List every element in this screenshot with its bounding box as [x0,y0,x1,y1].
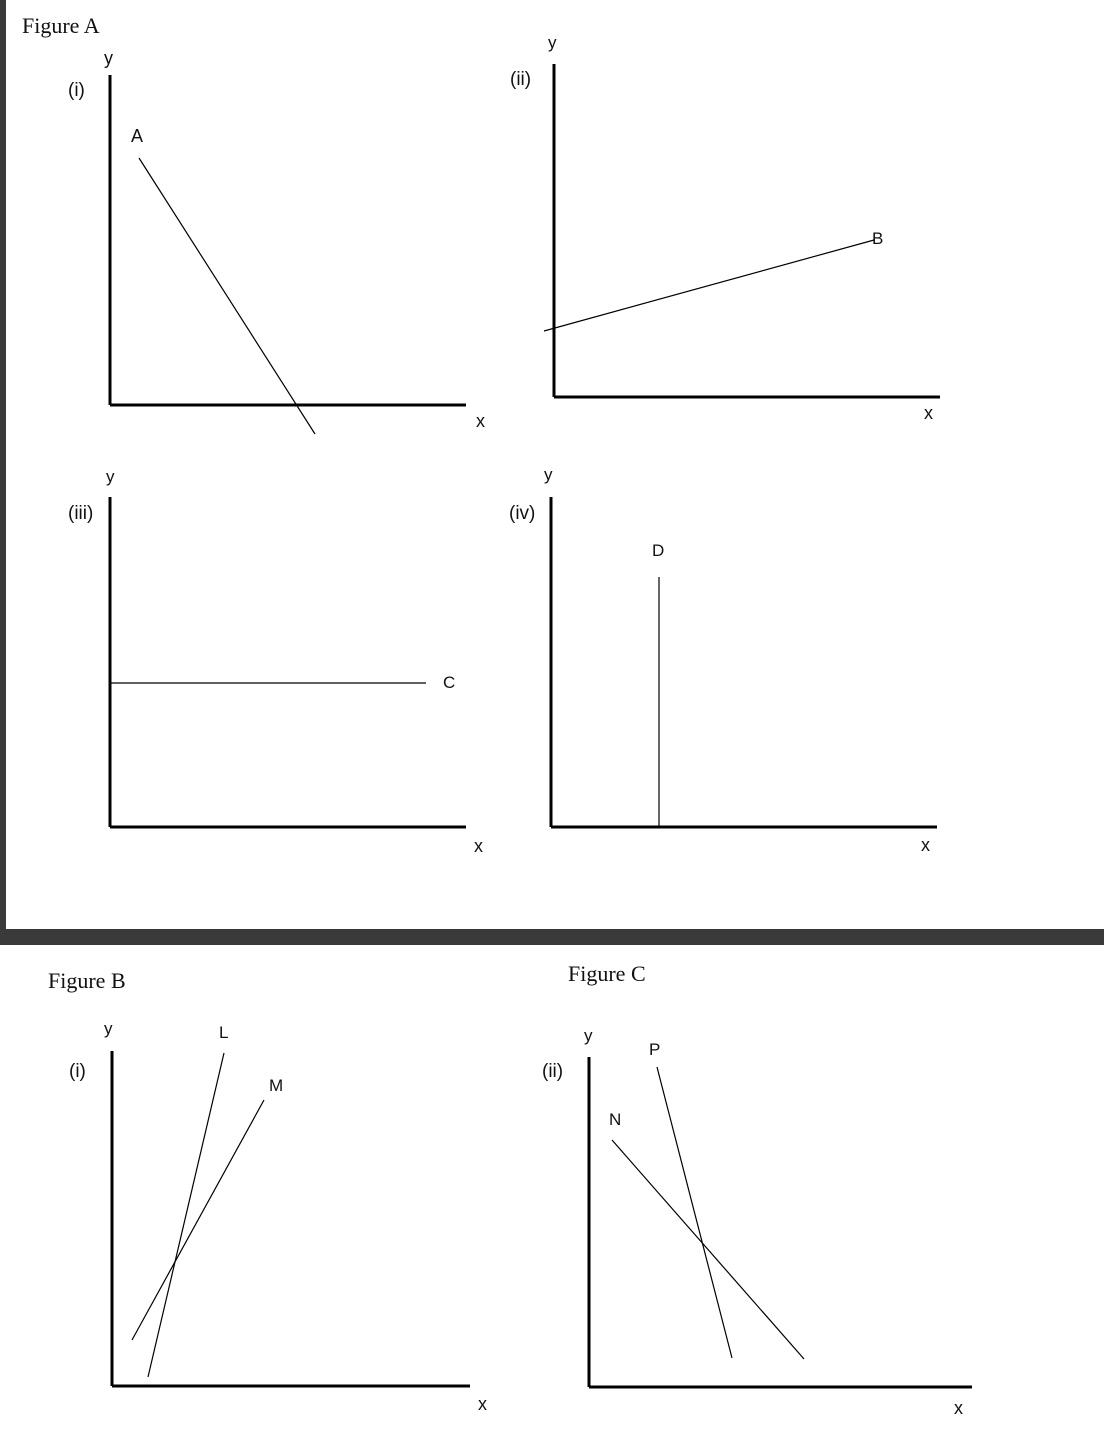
panel-iii-y-label: y [106,467,115,486]
panel-ii-roman: (ii) [510,69,532,90]
curve-n [612,1140,804,1359]
figure-c-y-label: y [584,1026,593,1045]
panel-i-x-label: x [476,411,485,431]
curve-b [544,240,874,331]
figure-a-panel-iii [68,467,483,856]
figure-b-chart [69,1019,487,1414]
figure-c-x-label: x [954,1398,963,1418]
figure-b-x-label: x [478,1394,487,1414]
panel-iv-roman: (iv) [509,503,536,524]
figure-c-roman: (ii) [542,1061,564,1082]
panel-iii-roman: (iii) [68,503,94,524]
curve-b-label: B [872,229,884,248]
figure-c-chart [542,1026,972,1418]
figure-b-title: Figure B [48,968,126,993]
panel-iv-x-label: x [921,835,930,855]
curve-l [148,1053,224,1377]
curve-l-label: L [219,1023,229,1042]
curve-a [139,158,315,434]
panel-iii-x-label: x [474,836,483,856]
curve-n-label: N [609,1110,622,1129]
curve-p [657,1067,732,1358]
figure-a-title: Figure A [22,13,100,38]
figure-a-panel-i [68,48,485,434]
curve-p-label: P [649,1040,661,1059]
panel-ii-x-label: x [924,403,933,423]
panel-ii-y-label: y [548,33,557,52]
panel-iv-y-label: y [544,465,553,484]
figure-c-title: Figure C [568,961,646,986]
curve-d-label: D [652,541,665,560]
curve-a-label: A [131,126,144,146]
curve-c-label: C [443,673,456,692]
figure-b-y-label: y [104,1019,113,1038]
panel-i-y-label: y [104,48,113,68]
panel-i-roman: (i) [68,80,85,101]
figure-a-panel-ii [510,33,940,423]
figure-b-roman: (i) [69,1061,86,1082]
curve-m-label: M [269,1076,284,1095]
curve-m [132,1100,264,1340]
figure-a-panel-iv [509,465,937,855]
